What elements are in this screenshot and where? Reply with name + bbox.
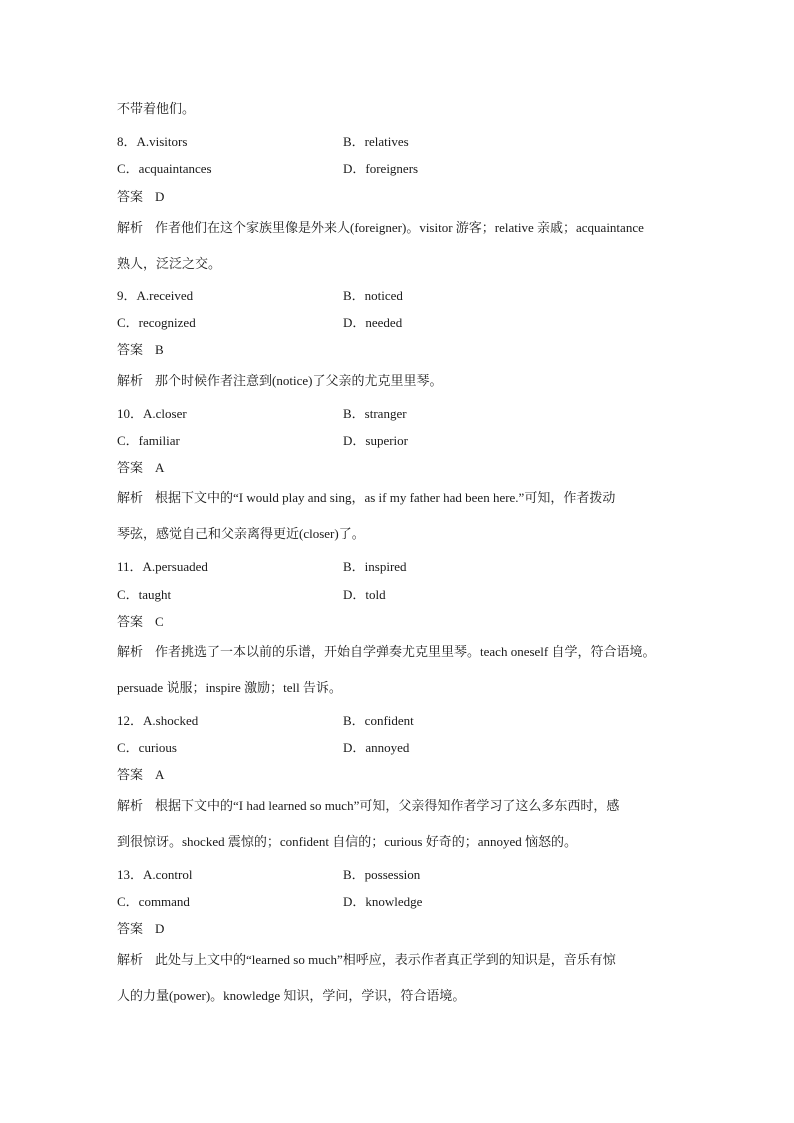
q9-option-c: C．recognized xyxy=(117,315,196,330)
explanation-label: 解析 xyxy=(117,490,144,505)
q8-explanation xyxy=(117,219,644,237)
explanation-text: 那个时候作者注意到(notice)了父亲的尤克里里琴。 xyxy=(155,373,443,388)
q12-answer xyxy=(117,766,164,784)
explanation-label: 解析 xyxy=(117,220,144,235)
q10-answer xyxy=(117,459,164,477)
q9-option-a: 9．A.received xyxy=(117,288,194,303)
q13-option-d: D．knowledge xyxy=(343,894,423,909)
answer-label: 答案 xyxy=(117,614,144,629)
q13-option-a: 13．A.control xyxy=(117,867,193,882)
q11-option-d: D．told xyxy=(343,587,386,602)
explanation-text: 根据下文中的“I had learned so much”可知，父亲得知作者学习了这么多东西时，感 xyxy=(155,798,620,813)
answer-label: 答案 xyxy=(117,460,144,475)
q13-answer xyxy=(117,920,164,938)
q12-explanation-cont: 到很惊讶。shocked 震惊的；confident 自信的；curious 好奇的；annoyed 恼怒的。 xyxy=(117,834,578,849)
q8-option-d: D．foreigners xyxy=(343,161,419,176)
answer-value: A xyxy=(155,460,165,475)
q9-option-d: D．needed xyxy=(343,315,403,330)
q11-explanation xyxy=(117,643,655,661)
q12-option-d: D．annoyed xyxy=(343,740,410,755)
q11-explanation-cont: persuade 说服；inspire 激励；tell 告诉。 xyxy=(117,680,342,695)
q10-explanation-cont: 琴弦，感觉自己和父亲离得更近(closer)了。 xyxy=(117,526,365,541)
q8-answer xyxy=(117,188,164,206)
answer-label: 答案 xyxy=(117,342,144,357)
q13-option-c: C．command xyxy=(117,894,190,909)
explanation-label: 解析 xyxy=(117,373,144,388)
q9-answer xyxy=(117,341,164,359)
q11-option-a: 11．A.persuaded xyxy=(117,559,208,574)
continuation-text: 不带着他们。 xyxy=(117,101,196,116)
q10-option-a: 10．A.closer xyxy=(117,406,187,421)
q13-explanation-cont: 人的力量(power)。knowledge 知识，学问，学识，符合语境。 xyxy=(117,988,466,1003)
q8-option-a: 8．A.visitors xyxy=(117,134,188,149)
answer-label: 答案 xyxy=(117,189,144,204)
q10-option-b: B．stranger xyxy=(343,406,407,421)
q11-answer xyxy=(117,613,164,631)
explanation-label: 解析 xyxy=(117,644,144,659)
q9-explanation xyxy=(117,372,442,390)
explanation-text: 此处与上文中的“learned so much”相呼应，表示作者真正学到的知识是，音乐有惊 xyxy=(155,952,616,967)
answer-value: B xyxy=(155,342,164,357)
q13-option-b: B．possession xyxy=(343,867,421,882)
q12-option-b: B．confident xyxy=(343,713,414,728)
q12-explanation xyxy=(117,797,619,815)
q10-option-d: D．superior xyxy=(343,433,408,448)
explanation-text: 作者他们在这个家族里像是外来人(foreigner)。visitor 游客；relative 亲戚；acquaintance xyxy=(155,220,644,235)
answer-label: 答案 xyxy=(117,767,144,782)
q9-option-b: B．noticed xyxy=(343,288,403,303)
q8-option-c: C．acquaintances xyxy=(117,161,212,176)
explanation-label: 解析 xyxy=(117,798,144,813)
explanation-text: 作者挑选了一本以前的乐谱，开始自学弹奏尤克里里琴。teach oneself 自学，符合语境。 xyxy=(155,644,656,659)
q12-option-a: 12．A.shocked xyxy=(117,713,199,728)
q10-option-c: C．familiar xyxy=(117,433,180,448)
answer-value: A xyxy=(155,767,165,782)
q12-option-c: C．curious xyxy=(117,740,177,755)
q8-explanation-cont: 熟人，泛泛之交。 xyxy=(117,256,222,271)
explanation-label: 解析 xyxy=(117,952,144,967)
q11-option-b: B．inspired xyxy=(343,559,407,574)
answer-value: C xyxy=(155,614,164,629)
answer-value: D xyxy=(155,189,165,204)
q11-option-c: C．taught xyxy=(117,587,172,602)
answer-value: D xyxy=(155,921,165,936)
explanation-text: 根据下文中的“I would play and sing，as if my father had been here.”可知，作者拨动 xyxy=(155,490,616,505)
q13-explanation xyxy=(117,951,616,969)
answer-label: 答案 xyxy=(117,921,144,936)
q10-explanation xyxy=(117,489,615,507)
q8-option-b: B．relatives xyxy=(343,134,409,149)
